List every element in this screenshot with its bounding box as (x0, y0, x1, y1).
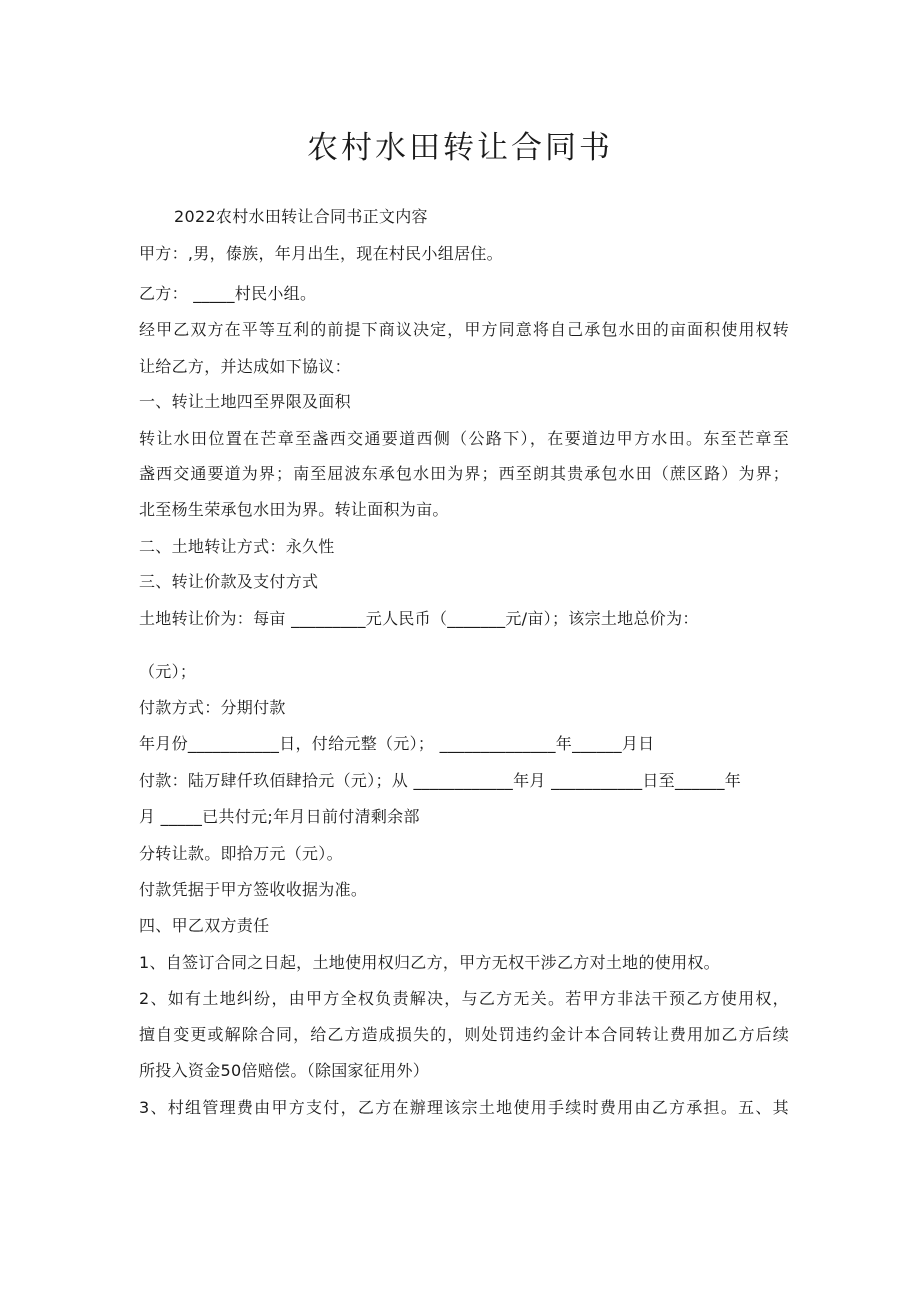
duty-2-line-2: 擅自变更或解除合同，给乙方造成损失的，则处罚违约金计本合同转让费用加乙方后续 (139, 1025, 789, 1044)
party-b-line: 乙方： _____村民小组。 (139, 284, 317, 303)
section-3-heading: 三、转让价款及支付方式 (139, 572, 319, 591)
price-unit-line: （元）； (139, 662, 197, 681)
payment-method-line: 付款方式：分期付款 (139, 698, 286, 717)
receipt-line: 付款凭据于甲方签收收据为准。 (139, 880, 368, 899)
duty-1-line: 1、自签订合同之日起，土地使用权归乙方，甲方无权干涉乙方对土地的使用权。 (139, 953, 720, 972)
payment-line-3: 分转让款。即拾万元（元）。 (139, 844, 343, 863)
payment-schedule-line: 年月份___________日，付给元整（元）； ______________年______月日 (139, 734, 655, 753)
location-line-3: 北至杨生荣承包水田为界。转让面积为亩。 (139, 500, 449, 519)
section-1-heading: 一、转让土地四至界限及面积 (139, 392, 351, 411)
duty-3-line: 3、村组管理费由甲方支付，乙方在辦理该宗土地使用手续时费用由乙方承担。五、其 (139, 1098, 789, 1117)
payment-line-2: 月 _____已共付元;年月日前付清剩余部 (139, 807, 420, 826)
price-line: 土地转让价为：每亩 _________元人民币（_______元/亩）；该宗土地总价为： (139, 609, 699, 628)
section-2-heading: 二、土地转让方式：永久性 (139, 537, 335, 556)
duty-2-line-3: 所投入资金50倍赔偿。（除国家征用外） (139, 1061, 430, 1080)
party-a-line: 甲方：,男，傣族，年月出生，现在村民小组居住。 (139, 244, 503, 263)
payment-line-1: 付款：陆万肆仟玖佰肆拾元（元）；从 ____________年月 ___________日至______年 (139, 771, 742, 790)
agreement-line-1: 经甲乙双方在平等互利的前提下商议决定，甲方同意将自己承包水田的亩面积使用权转 (139, 320, 789, 339)
agreement-line-2: 让给乙方，并达成如下協议： (139, 357, 351, 376)
document-title: 农村水田转让合同书 (307, 130, 613, 166)
section-4-heading: 四、甲乙双方责任 (139, 916, 270, 935)
location-line-2: 盏西交通要道为界；南至屈波东承包水田为界；西至朗其贵承包水田（蔗区路）为界； (139, 464, 789, 483)
intro-line: 2022农村水田转让合同书正文内容 (174, 207, 428, 226)
location-line-1: 转让水田位置在芒章至盏西交通要道西侧（公路下），在要道边甲方水田。东至芒章至 (139, 429, 789, 448)
duty-2-line-1: 2、如有土地纠纷，由甲方全权负责解决，与乙方无关。若甲方非法干预乙方使用权， (139, 989, 789, 1008)
